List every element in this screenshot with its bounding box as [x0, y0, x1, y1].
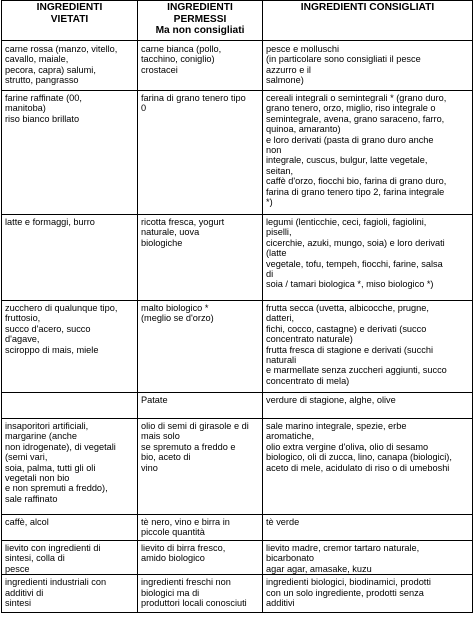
cell-line: strutto, pangrasso — [5, 75, 79, 86]
cell-vietati — [2, 215, 138, 301]
cell-permessi — [138, 301, 263, 393]
cell-line: di — [266, 269, 274, 280]
cell-line: carne rossa (manzo, vitello, — [5, 44, 118, 54]
cell-permessi — [138, 215, 263, 301]
cell-line: *) — [266, 197, 273, 208]
cell-line: soia / tamari biologica *, miso biologico *) — [266, 279, 434, 290]
cell-line: caffè, alcol — [5, 517, 49, 527]
cell-line: produttori locali conosciuti — [141, 598, 247, 609]
cell-line: Patate — [141, 395, 168, 405]
cell-line: piselli, — [266, 227, 292, 238]
cell-permessi — [138, 91, 263, 215]
cell-line: e loro derivati (pasta di grano duro anche — [266, 134, 434, 145]
cell-consigliati — [263, 419, 473, 515]
cell-line: ricotta fresca, yogurt — [141, 217, 225, 227]
cell-line: lievito di birra fresco, — [141, 543, 226, 553]
cell-line: malto biologico * — [141, 303, 209, 313]
cell-line: aceto di mele, acidulato di riso o di umeboshi — [266, 462, 450, 473]
cell-consigliati — [263, 91, 473, 215]
cell-line: tè verde — [266, 517, 300, 527]
cell-line: farina di grano tenero tipo — [141, 93, 246, 103]
cell-line: sale raffinato — [5, 493, 58, 504]
cell-line: manitoba) — [5, 103, 46, 114]
cell-permessi — [138, 419, 263, 515]
cell-line: margarine (anche — [5, 431, 78, 442]
cell-vietati — [2, 301, 138, 393]
cell-line: non idrogenate), di vegetali — [5, 441, 116, 452]
cell-line: pesce — [5, 563, 30, 574]
table-row — [2, 393, 473, 419]
cell-line: soia, palma, tutti gli oli — [5, 462, 96, 473]
cell-line: additivi di — [5, 587, 44, 598]
cell-line: salmone) — [266, 75, 304, 86]
cell-line: additivi — [266, 598, 295, 609]
cell-line: (meglio se d'orzo) — [141, 313, 214, 324]
cell-line: ingredienti industriali con — [5, 577, 107, 588]
cell-line: naturali — [266, 355, 297, 366]
cell-line: sintesi, colla di — [5, 553, 65, 564]
cell-line: olio di semi di girasole e di — [141, 421, 249, 431]
cell-line: e marmellate senza zuccheri aggiunti, succo — [266, 365, 447, 376]
ingredients-table — [1, 0, 473, 613]
header-row — [2, 1, 473, 41]
header-consigliati — [263, 1, 473, 41]
cell-line: seitan, — [266, 165, 294, 176]
header-line: VIETATI — [50, 13, 89, 25]
cell-line: legumi (lenticchie, ceci, fagioli, fagiolini, — [266, 217, 427, 227]
cell-line: biologici ma di — [141, 587, 200, 598]
cell-vietati — [2, 541, 138, 575]
cell-permessi — [138, 541, 263, 575]
cell-line: tè nero, vino e birra in — [141, 517, 230, 527]
cell-consigliati — [263, 301, 473, 393]
cell-line: pesce e molluschi — [266, 44, 340, 54]
table-row — [2, 419, 473, 515]
cell-line: fichi, cocco, castagne) e derivati (succo — [266, 323, 427, 334]
cell-line: naturale, uova — [141, 227, 200, 238]
cell-line: azzurro e il — [266, 64, 311, 75]
cell-line: datteri, — [266, 313, 295, 324]
cell-vietati — [2, 419, 138, 515]
cell-line: sintesi — [5, 598, 32, 609]
header-permessi — [138, 1, 263, 41]
table-row — [2, 215, 473, 301]
cell-line: cicerchie, azuki, mungo, soia) e loro derivati — [266, 237, 445, 248]
cell-line: vino — [141, 462, 158, 473]
header-line: INGREDIENTI — [167, 2, 233, 13]
cell-line: se spremuto a freddo e — [141, 441, 236, 452]
cell-line: latte e formaggi, burro — [5, 217, 95, 227]
cell-consigliati — [263, 515, 473, 541]
cell-line: grano tenero, orzo, miglio, riso integrale o — [266, 103, 436, 114]
cell-line: frutta fresca di stagione e derivati (succhi — [266, 344, 433, 355]
cell-line: non — [266, 145, 282, 156]
cell-line: mais solo — [141, 431, 180, 442]
cell-line: (in particolare sono consigliati il pesce — [266, 54, 421, 65]
cell-line: succo d'acero, succo — [5, 323, 91, 334]
cell-permessi — [138, 575, 263, 613]
cell-line: concentrato naturale) — [266, 334, 353, 345]
cell-line: semintegrale, avena, grano saraceno, farro, — [266, 113, 445, 124]
cell-line: piccole quantità — [141, 527, 205, 538]
table-row — [2, 515, 473, 541]
cell-line: ingredienti biologici, biodinamici, prodotti — [266, 577, 431, 588]
cell-line: con un solo ingrediente, prodotti senza — [266, 587, 424, 598]
cell-line: riso bianco brillato — [5, 113, 80, 124]
cell-line: fruttosio, — [5, 313, 41, 324]
cell-line: 0 — [141, 103, 147, 114]
cell-consigliati — [263, 41, 473, 91]
table-row — [2, 91, 473, 215]
cell-line: pecora, capra) salumi, — [5, 64, 96, 75]
cell-line: zucchero di qualunque tipo, — [5, 303, 118, 313]
cell-vietati — [2, 91, 138, 215]
cell-line: ingredienti freschi non — [141, 577, 231, 588]
table-row — [2, 41, 473, 91]
header-line: INGREDIENTI CONSIGLIATI — [300, 2, 435, 13]
cell-line: vegetali non bio — [5, 473, 70, 484]
cell-line: farine raffinate (00, — [5, 93, 82, 103]
header-line: PERMESSI — [173, 13, 227, 25]
header-vietati — [2, 1, 138, 41]
cell-consigliati — [263, 541, 473, 575]
cell-line: vegetale, tofu, tempeh, fiocchi, farine, salsa — [266, 258, 443, 269]
header-line: INGREDIENTI — [36, 2, 103, 13]
cell-consigliati — [263, 215, 473, 301]
cell-vietati — [2, 575, 138, 613]
cell-line: (latte — [266, 248, 287, 259]
cell-consigliati — [263, 575, 473, 613]
table-row — [2, 301, 473, 393]
cell-line: lievito con ingredienti di — [5, 543, 101, 553]
cell-line: agar agar, amasake, kuzu — [266, 563, 372, 574]
cell-line: carne bianca (pollo, — [141, 44, 222, 54]
cell-line: sale marino integrale, spezie, erbe — [266, 421, 407, 431]
table-row — [2, 575, 473, 613]
cell-line: d'agave, — [5, 334, 40, 345]
cell-line: verdure di stagione, alghe, olive — [266, 395, 396, 405]
cell-line: olio extra vergine d'oliva, olio di sesamo — [266, 441, 429, 452]
cell-permessi — [138, 515, 263, 541]
cell-line: cavallo, maiale, — [5, 54, 69, 65]
cell-line: (semi vari, — [5, 452, 48, 463]
cell-line: lievito madre, cremor tartaro naturale, — [266, 543, 420, 553]
cell-line: biologiche — [141, 237, 183, 248]
table-row — [2, 541, 473, 575]
cell-line: insaporitori artificiali, — [5, 421, 89, 431]
cell-line: biologico, oli di zucca, lino, canapa (biologici), — [266, 452, 452, 463]
cell-line: sciroppo di mais, miele — [5, 344, 99, 355]
cell-line: amido biologico — [141, 553, 205, 564]
cell-line: concentrato di mela) — [266, 375, 350, 386]
cell-vietati — [2, 41, 138, 91]
cell-line: bio, aceto di — [141, 452, 191, 463]
cell-consigliati — [263, 393, 473, 419]
cell-line: e non spremuti a freddo), — [5, 483, 108, 494]
cell-line: integrale, cuscus, bulgur, latte vegetale, — [266, 155, 428, 166]
cell-permessi — [138, 41, 263, 91]
cell-line: aromatiche, — [266, 431, 315, 442]
cell-line: farina di grano tenero tipo 2, farina integrale — [266, 186, 445, 197]
cell-line: caffè d'orzo, fiocchi bio, farina di grano duro, — [266, 176, 447, 187]
table-body — [2, 41, 473, 613]
cell-vietati — [2, 393, 138, 419]
cell-line: quinoa, amaranto) — [266, 124, 341, 135]
cell-line: bicarbonato — [266, 553, 315, 564]
cell-line: frutta secca (uvetta, albicocche, prugne, — [266, 303, 429, 313]
cell-line: cereali integrali o semintegrali * (grano duro, — [266, 93, 447, 103]
cell-permessi — [138, 393, 263, 419]
cell-vietati — [2, 515, 138, 541]
header-line: Ma non consigliati — [155, 25, 245, 36]
cell-line: tacchino, coniglio) — [141, 54, 215, 65]
cell-line: crostacei — [141, 64, 178, 75]
